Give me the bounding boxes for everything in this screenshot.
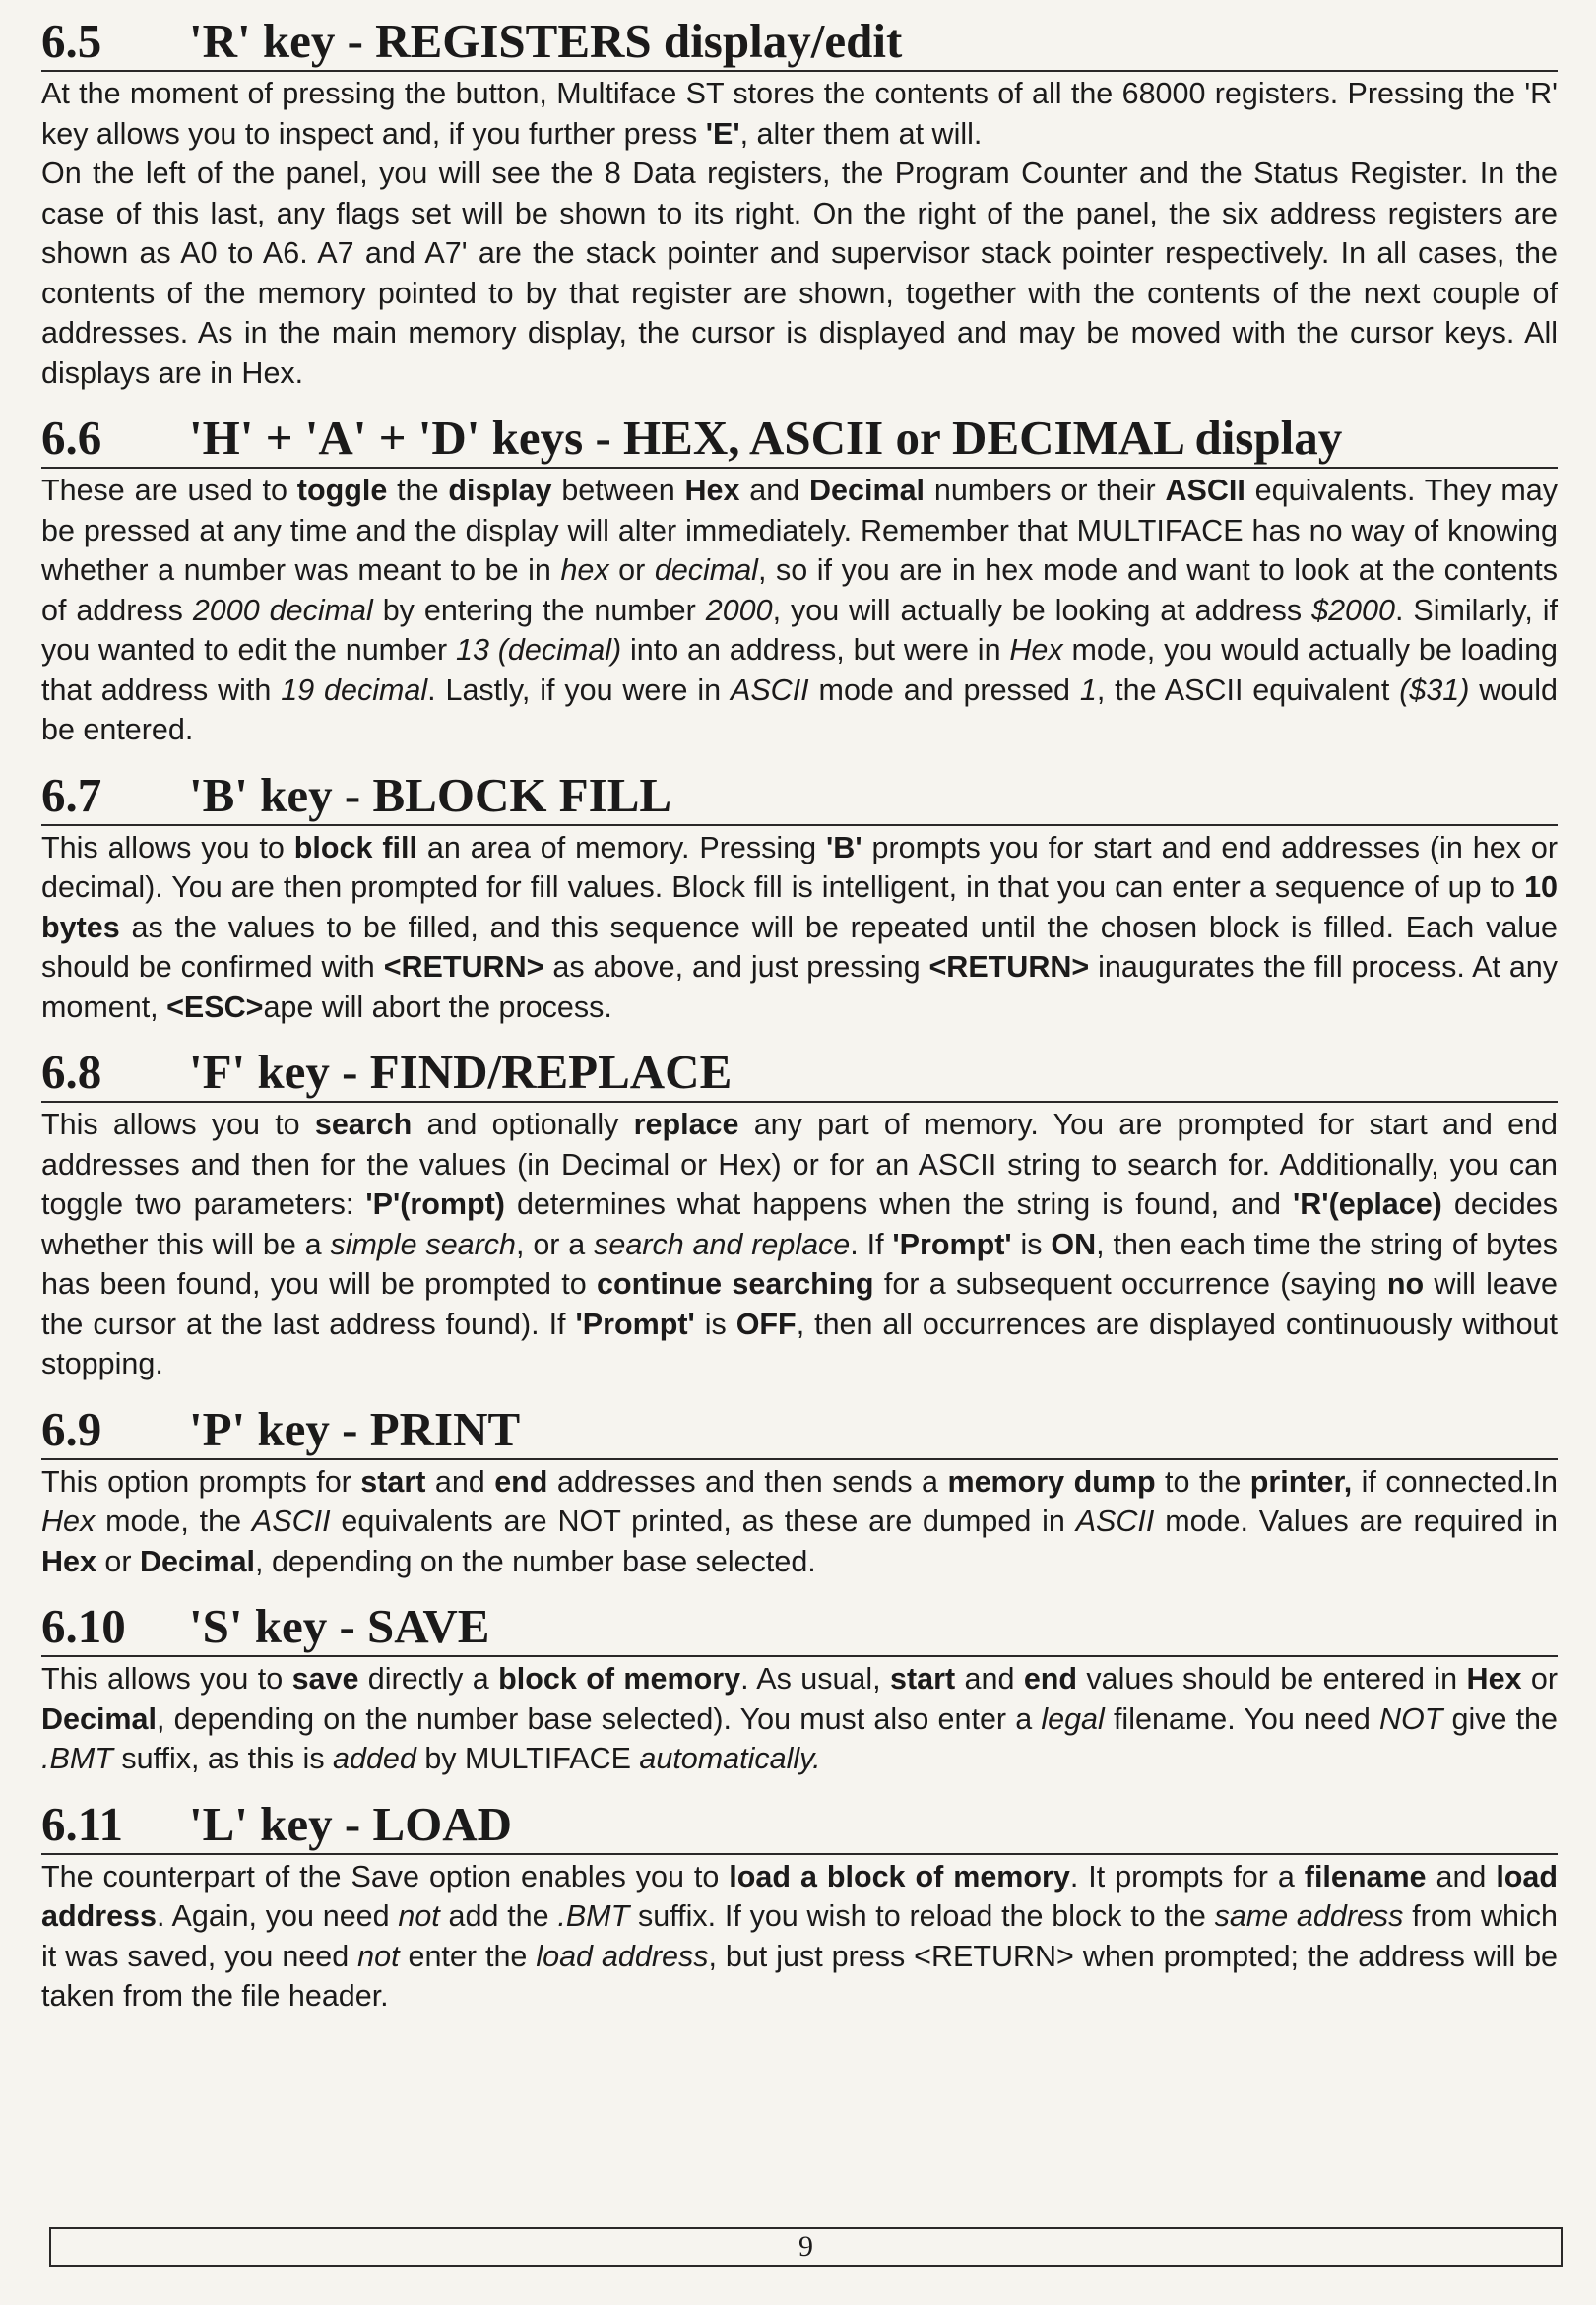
bold-text: toggle: [296, 474, 388, 507]
bold-text: <RETURN>: [928, 950, 1090, 984]
text-run: would be entered.: [41, 672, 1558, 746]
section-number: 6.5: [41, 14, 102, 68]
bold-text: 'B': [826, 830, 862, 864]
bold-text: ON: [1051, 1227, 1097, 1261]
text-run: to the: [1155, 1464, 1250, 1499]
text-run: for a subsequent occurrence (saying: [873, 1267, 1387, 1301]
bold-text: Decimal: [809, 474, 926, 507]
section-title: 'P' key - PRINT: [189, 1401, 521, 1456]
italic-text: Hex: [41, 1505, 96, 1538]
text-run: and optionally: [412, 1108, 634, 1141]
section-title: 'S' key - SAVE: [189, 1599, 490, 1653]
bold-text: ASCII: [1165, 474, 1245, 507]
text-run: suffix. If you wish to reload the block to the: [629, 1899, 1215, 1933]
text-run: mode and pressed: [808, 672, 1080, 707]
section-number: 6.6: [41, 411, 102, 465]
text-run: mode, you would actually be loading that address with: [41, 633, 1558, 707]
paragraph: [41, 471, 1558, 750]
italic-text: ASCII: [1075, 1505, 1155, 1538]
section-title: 'L' key - LOAD: [189, 1796, 513, 1851]
section-heading: [41, 1402, 1558, 1460]
text-run: filename. You need: [1104, 1701, 1379, 1736]
text-run: ape will abort the process.: [263, 990, 612, 1024]
text-run: or: [96, 1544, 141, 1578]
paragraph: [41, 1659, 1558, 1779]
text-run: The counterpart of the Save option enables you to: [41, 1859, 730, 1893]
text-run: inaugurates the fill process. At any moment,: [41, 950, 1558, 1024]
text-run: . It prompts for a: [1069, 1859, 1305, 1893]
bold-text: replace: [633, 1108, 739, 1141]
bold-text: load a block of memory: [729, 1859, 1070, 1893]
bold-text: search: [314, 1108, 413, 1141]
italic-text: hex: [560, 553, 609, 587]
text-run: . Lastly, if you were in: [427, 672, 731, 707]
section-6-8: [41, 1045, 1558, 1384]
text-run: This allows you to: [41, 830, 294, 864]
paragraph: [41, 828, 1558, 1028]
text-run: numbers or their: [925, 474, 1166, 507]
italic-text: decimal: [654, 553, 758, 587]
text-run: any part of memory. You are prompted for start and end addresses and then for the values (in Decimal or Hex) or for an ASCII string to search for. Additionally, you can toggle two parameters:: [41, 1108, 1558, 1221]
italic-text: automatically.: [639, 1742, 821, 1775]
section-body: [41, 1105, 1558, 1384]
text-run: These are used to: [41, 474, 297, 507]
bold-text: start: [890, 1662, 956, 1696]
italic-text: load address: [536, 1939, 709, 1973]
bold-text: display: [448, 474, 552, 507]
section-heading: [41, 768, 1558, 826]
paragraph: [41, 74, 1558, 154]
text-run: . As usual,: [740, 1662, 891, 1696]
section-heading: [41, 1797, 1558, 1855]
text-run: will leave the cursor at the last address found). If: [41, 1267, 1559, 1341]
text-run: values should be entered in: [1077, 1662, 1467, 1696]
italic-text: legal: [1041, 1701, 1105, 1736]
bold-text: 'Prompt': [892, 1227, 1012, 1261]
bold-text: block of memory: [498, 1662, 741, 1696]
italic-text: search and replace: [594, 1227, 851, 1261]
section-number: 6.11: [41, 1796, 124, 1851]
text-run: . Similarly, if you wanted to edit the number: [41, 593, 1558, 667]
text-run: . If: [850, 1227, 893, 1261]
bold-text: Hex: [684, 474, 740, 507]
section-heading: [41, 1045, 1558, 1103]
section-6-11: [41, 1797, 1558, 2017]
text-run: This allows you to: [41, 1108, 315, 1141]
bold-text: <RETURN>: [383, 950, 544, 984]
text-run: equivalents are NOT printed, as these are dumped in: [330, 1505, 1076, 1538]
text-run: and: [739, 474, 810, 507]
text-run: mode, the: [95, 1505, 252, 1538]
page-footer: [49, 2227, 1563, 2267]
text-run: if connected.In: [1352, 1464, 1558, 1499]
section-6-10: [41, 1599, 1558, 1779]
italic-text: Hex: [1009, 633, 1063, 667]
italic-text: 13 (decimal): [455, 633, 622, 667]
bold-text: start: [360, 1464, 426, 1499]
text-run: suffix, as this is: [112, 1742, 334, 1775]
italic-text: $2000: [1311, 593, 1395, 627]
bold-text: Decimal: [41, 1701, 157, 1736]
section-heading: [41, 14, 1558, 72]
section-title: 'H' + 'A' + 'D' keys - HEX, ASCII or DECIMAL display: [189, 411, 1343, 465]
italic-text: 2000 decimal: [192, 593, 373, 627]
italic-text: not: [357, 1939, 400, 1973]
section-number: 6.10: [41, 1599, 126, 1653]
bold-text: continue searching: [597, 1267, 874, 1301]
italic-text: 2000: [705, 593, 773, 627]
section-6-6: [41, 411, 1558, 750]
text-run: an area of memory. Pressing: [416, 830, 827, 864]
text-run: , the ASCII equivalent: [1096, 672, 1400, 707]
text-run: . Again, you need: [156, 1899, 399, 1933]
section-title: 'R' key - REGISTERS display/edit: [189, 14, 903, 68]
text-run: equivalents. They may be pressed at any time and the display will alter immediately. Remember that MULTIFACE has no way of knowing whether a number was meant to be in: [41, 474, 1559, 587]
text-run: prompts you for start and end addresses (in hex or decimal). You are then prompted for fill values. Block fill is intelligent, in that you can enter a sequence of up to: [41, 830, 1558, 904]
bold-text: 10 bytes: [41, 870, 1558, 944]
italic-text: 19 decimal: [281, 672, 428, 707]
italic-text: NOT: [1378, 1701, 1443, 1736]
bold-text: printer,: [1249, 1464, 1353, 1499]
text-run: directly a: [358, 1662, 499, 1696]
section-body: [41, 1857, 1558, 2017]
bold-text: block fill: [293, 830, 417, 864]
text-run: decides whether this will be a: [41, 1187, 1558, 1261]
text-run: and: [1426, 1859, 1497, 1893]
paragraph: [41, 1105, 1558, 1384]
bold-text: 'P'(rompt): [365, 1187, 505, 1221]
text-run: is: [1011, 1227, 1052, 1261]
section-number: 6.9: [41, 1401, 102, 1456]
page-content: [41, 14, 1558, 2034]
paragraph: [41, 1857, 1558, 2017]
italic-text: .BMT: [557, 1899, 630, 1933]
section-6-5: [41, 14, 1558, 393]
bold-text: memory dump: [947, 1464, 1156, 1499]
text-run: This allows you to: [41, 1662, 292, 1696]
text-run: mode. Values are required in: [1154, 1505, 1558, 1538]
italic-text: ASCII: [731, 672, 809, 707]
section-body: [41, 828, 1558, 1028]
text-run: by entering the number: [372, 593, 706, 627]
italic-text: added: [333, 1742, 416, 1775]
text-run: , depending on the number base selected). You must also enter a: [156, 1701, 1042, 1736]
text-run: , so if you are in hex mode and want to look at the contents of address: [41, 553, 1558, 627]
paragraph: [41, 1462, 1558, 1582]
text-run: , then each time the string of bytes has been found, you will be prompted to: [41, 1227, 1559, 1301]
bold-text: Decimal: [140, 1544, 256, 1578]
section-body: [41, 1462, 1558, 1582]
text-run: and: [425, 1464, 495, 1499]
italic-text: .BMT: [41, 1742, 113, 1775]
text-run: or: [608, 553, 655, 587]
italic-text: ASCII: [251, 1505, 331, 1538]
bold-text: OFF: [735, 1307, 797, 1341]
section-title: 'B' key - BLOCK FILL: [189, 767, 672, 822]
bold-text: filename: [1304, 1859, 1427, 1893]
text-run: enter the: [399, 1939, 537, 1973]
bold-text: load address: [41, 1859, 1559, 1933]
text-run: This option prompts for: [41, 1464, 361, 1499]
section-body: [41, 471, 1558, 750]
paragraph: [41, 154, 1558, 393]
text-run: is: [694, 1307, 736, 1341]
text-run: between: [551, 474, 685, 507]
section-6-9: [41, 1402, 1558, 1582]
section-number: 6.8: [41, 1045, 102, 1099]
bold-text: <ESC>: [166, 990, 264, 1024]
text-run: or: [1521, 1662, 1559, 1696]
text-run: On the left of the panel, you will see the 8 Data registers, the Program Counter and the Status Register. In the case of this last, any flags set will be shown to its right. On the right of the panel, the six address registers are shown as A0 to A6. A7 and A7' are the stack pointer and supervisor stack pointer respectively. In all cases, the contents of the memory pointed to by that register are shown, together with the contents of the next couple of addresses. As in the main memory display, the cursor is displayed and may be moved with the cursor keys. All displays are in Hex.: [41, 157, 1558, 390]
bold-text: save: [291, 1662, 359, 1696]
section-6-7: [41, 768, 1558, 1028]
bold-text: no: [1386, 1267, 1425, 1301]
italic-text: ($31): [1399, 672, 1470, 707]
bold-text: 'Prompt': [575, 1307, 695, 1341]
italic-text: 1: [1079, 672, 1097, 707]
text-run: , or a: [516, 1227, 595, 1261]
section-body: [41, 74, 1558, 393]
text-run: give the: [1442, 1701, 1558, 1736]
text-run: addresses and then sends a: [547, 1464, 948, 1499]
section-number: 6.7: [41, 767, 102, 822]
bold-text: 'E': [705, 116, 740, 151]
section-heading: [41, 1599, 1558, 1657]
section-title: 'F' key - FIND/REPLACE: [189, 1045, 733, 1099]
text-run: , then all occurrences are displayed continuously without stopping.: [41, 1307, 1558, 1380]
section-heading: [41, 411, 1558, 469]
text-run: , depending on the number base selected.: [255, 1544, 816, 1578]
section-body: [41, 1659, 1558, 1779]
italic-text: simple search: [330, 1227, 516, 1261]
text-run: , you will actually be looking at address: [772, 593, 1312, 627]
italic-text: not: [398, 1899, 440, 1933]
text-run: from which it was saved, you need: [41, 1899, 1558, 1973]
page-number: 9: [798, 2230, 813, 2263]
text-run: into an address, but were in: [621, 633, 1010, 667]
bold-text: end: [494, 1464, 548, 1499]
bold-text: end: [1023, 1662, 1078, 1696]
bold-text: Hex: [1466, 1662, 1522, 1696]
text-run: as the values to be filled, and this sequence will be repeated until the chosen block is filled. Each value should be confirmed with: [41, 910, 1558, 984]
text-run: , but just press <RETURN> when prompted; the address will be taken from the file header.: [41, 1939, 1558, 2013]
bold-text: 'R'(eplace): [1293, 1187, 1442, 1221]
text-run: the: [387, 474, 449, 507]
text-run: by MULTIFACE: [415, 1742, 640, 1775]
text-run: determines what happens when the string is found, and: [504, 1187, 1294, 1221]
text-run: as above, and just pressing: [543, 950, 929, 984]
bold-text: Hex: [41, 1544, 96, 1578]
text-run: At the moment of pressing the button, Multiface ST stores the contents of all the 68000 registers. Pressing the 'R' key allows you to inspect and, if you further press: [41, 77, 1558, 151]
text-run: , alter them at will.: [739, 116, 983, 151]
text-run: and: [955, 1662, 1024, 1696]
text-run: add the: [439, 1899, 558, 1933]
italic-text: same address: [1214, 1899, 1404, 1933]
